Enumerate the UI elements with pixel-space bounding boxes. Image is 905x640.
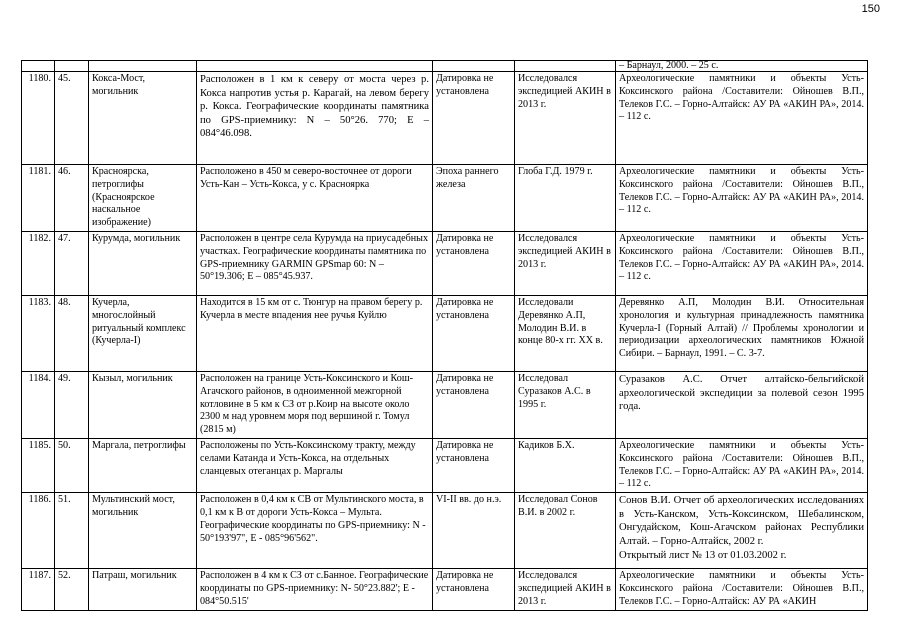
monument-dating: Эпоха раннего железа (433, 165, 515, 232)
monuments-table (21, 60, 868, 611)
monument-dating: VI-II вв. до н.э. (433, 493, 515, 569)
monument-researcher: Исследовался экспедицией АКИН в 2013 г. (515, 231, 616, 295)
table-row-continuation (22, 61, 868, 72)
table-row (22, 165, 868, 232)
monument-location: Расположено в 450 м северо-восточнее от дороги Усть-Кан – Усть-Кокса, у с. Красноярка (197, 165, 433, 232)
monument-dating: Датировка не установлена (433, 569, 515, 610)
row-subnumber: 46. (55, 165, 89, 232)
monument-source: Деревянко А.П, Молодин В.И. Относительная хронология и культурная принадлежность памятника Кучерла-I (Горный Алтай) // Проблемы хронологии и периодизации археологических памятников Южной Сибири. – Барнаул, 1991. – С. 3-7. (616, 295, 868, 371)
row-number: 1185. (22, 438, 55, 492)
monument-name: Патраш, могильник (89, 569, 197, 610)
monument-researcher: Исследовали Деревянко А.П, Молодин В.И. в конце 80-х гг. XX в. (515, 295, 616, 371)
monument-source: Археологические памятники и объекты Усть-Коксинского района /Составители: Ойношев В.П., Телеков Г.С. – Горно-Алтайск: АУ РА «АКИН (616, 569, 868, 610)
row-number: 1181. (22, 165, 55, 232)
source-text: Сонов В.И. Отчет об археологических исследованиях в Усть-Канском, Усть-Коксинском, Шебалинском, Онгудайском, Кош-Агачском районах Республики Алтай. – Горно-Алтайск, 2002 г. (619, 495, 864, 547)
monument-location: Расположен в центре села Курумда на приусадебных участках. Географические координаты памятника по GPS-приемнику GARMIN GPSmap 60: N – 50°19.306; E – 085°45.937. (197, 231, 433, 295)
monument-dating: Датировка не установлена (433, 72, 515, 165)
row-subnumber: 45. (55, 72, 89, 165)
permit-note: Открытый лист № 13 от 01.03.2002 г. (619, 549, 787, 561)
monument-name: Маргала, петроглифы (89, 438, 197, 492)
monument-location: Расположен в 4 км к СЗ от с.Банное. Географические координаты по GPS-приемнику: N- 50°23.882'; E - 084°50.515' (197, 569, 433, 610)
monument-name: Кокса-Мост, могильник (89, 72, 197, 165)
table-row (22, 569, 868, 610)
monument-dating: Датировка не установлена (433, 438, 515, 492)
source-cell-continuation (616, 61, 868, 72)
row-subnumber: 51. (55, 493, 89, 569)
monument-location: Расположен на границе Усть-Коксинского и Кош-Агачского районов, в одноименной межгорной котловине в 5 км к СЗ от р.Коир на высоте около 2300 м над уровнем моря под вершиной г. Томул (2815 м) (197, 371, 433, 438)
monument-researcher: Кадиков Б.Х. (515, 438, 616, 492)
row-number: 1184. (22, 371, 55, 438)
row-subnumber: 49. (55, 371, 89, 438)
monument-name: Курумда, могильник (89, 231, 197, 295)
row-number: 1186. (22, 493, 55, 569)
row-subnumber: 47. (55, 231, 89, 295)
row-subnumber: 52. (55, 569, 89, 610)
table-row (22, 295, 868, 371)
table-row (22, 438, 868, 492)
row-number: 1187. (22, 569, 55, 610)
monument-researcher: Исследовался экспедицией АКИН в 2013 г. (515, 569, 616, 610)
monument-source: Суразаков А.С. Отчет алтайско-бельгийской археологической экспедиции за полевой сезон 1995 года. (616, 371, 868, 438)
monument-source: Археологические памятники и объекты Усть-Коксинского района /Составители: Ойношев В.П., Телеков Г.С. – Горно-Алтайск: АУ РА «АКИН РА», 2014. – 112 с. (616, 165, 868, 232)
row-number: 1182. (22, 231, 55, 295)
monument-name: Мультинский мост, могильник (89, 493, 197, 569)
row-subnumber: 48. (55, 295, 89, 371)
monument-name: Кучерла, многослойный ритуальный комплекс (Кучерла-I) (89, 295, 197, 371)
monument-source (616, 493, 868, 569)
monument-researcher: Исследовал Суразаков А.С. в 1995 г. (515, 371, 616, 438)
row-number: 1183. (22, 295, 55, 371)
monument-location: Расположены по Усть-Коксинскому тракту, между селами Катанда и Усть-Кокса, на отдельных сланцевых отеганцах р. Маргалы (197, 438, 433, 492)
monument-location: Расположен в 1 км к северу от моста через р. Кокса напротив устья р. Карагай, на левом берегу р. Кокса. Географические координаты памятника по GPS-приемнику: N – 50°26. 770; E – 084°46.098. (197, 72, 433, 165)
monument-dating: Датировка не установлена (433, 231, 515, 295)
monument-name: Красноярска, петроглифы (Красноярское наскальное изображение) (89, 165, 197, 232)
table-row (22, 231, 868, 295)
row-number: 1180. (22, 72, 55, 165)
monument-location: Находится в 15 км от с. Тюнгур на правом берегу р. Кучерла в месте впадения нее ручья Куйлю (197, 295, 433, 371)
monument-researcher: Исследовал Сонов В.И. в 2002 г. (515, 493, 616, 569)
monument-name: Кызыл, могильник (89, 371, 197, 438)
monument-source: Археологические памятники и объекты Усть-Коксинского района /Составители: Ойношев В.П., Телеков Г.С. – Горно-Алтайск: АУ РА «АКИН РА», 2014. – 112 с. (616, 438, 868, 492)
monument-dating: Датировка не установлена (433, 295, 515, 371)
monument-dating: Датировка не установлена (433, 371, 515, 438)
row-subnumber: 50. (55, 438, 89, 492)
table-row (22, 493, 868, 569)
page-number: 150 (861, 3, 880, 15)
monument-researcher: Исследовался экспедицией АКИН в 2013 г. (515, 72, 616, 165)
monument-source: Археологические памятники и объекты Усть-Коксинского района /Составители: Ойношев В.П., Телеков Г.С. – Горно-Алтайск: АУ РА «АКИН РА», 2014. – 112 с. (616, 72, 868, 165)
monument-source: Археологические памятники и объекты Усть-Коксинского района /Составители: Ойношев В.П., Телеков Г.С. – Горно-Алтайск: АУ РА «АКИН РА», 2014. – 112 с. (616, 231, 868, 295)
monument-researcher: Глоба Г.Д. 1979 г. (515, 165, 616, 232)
source-fragment: – Барнаул, 2000. – 25 с. (619, 60, 719, 71)
table-row (22, 371, 868, 438)
monument-location: Расположен в 0,4 км к СВ от Мультинского моста, в 0,1 км к В от дороги Усть-Кокса – Мульта. Географические координаты по GPS-приемнику: N - 50°193'97", E - 085°96'562". (197, 493, 433, 569)
table-row (22, 72, 868, 165)
